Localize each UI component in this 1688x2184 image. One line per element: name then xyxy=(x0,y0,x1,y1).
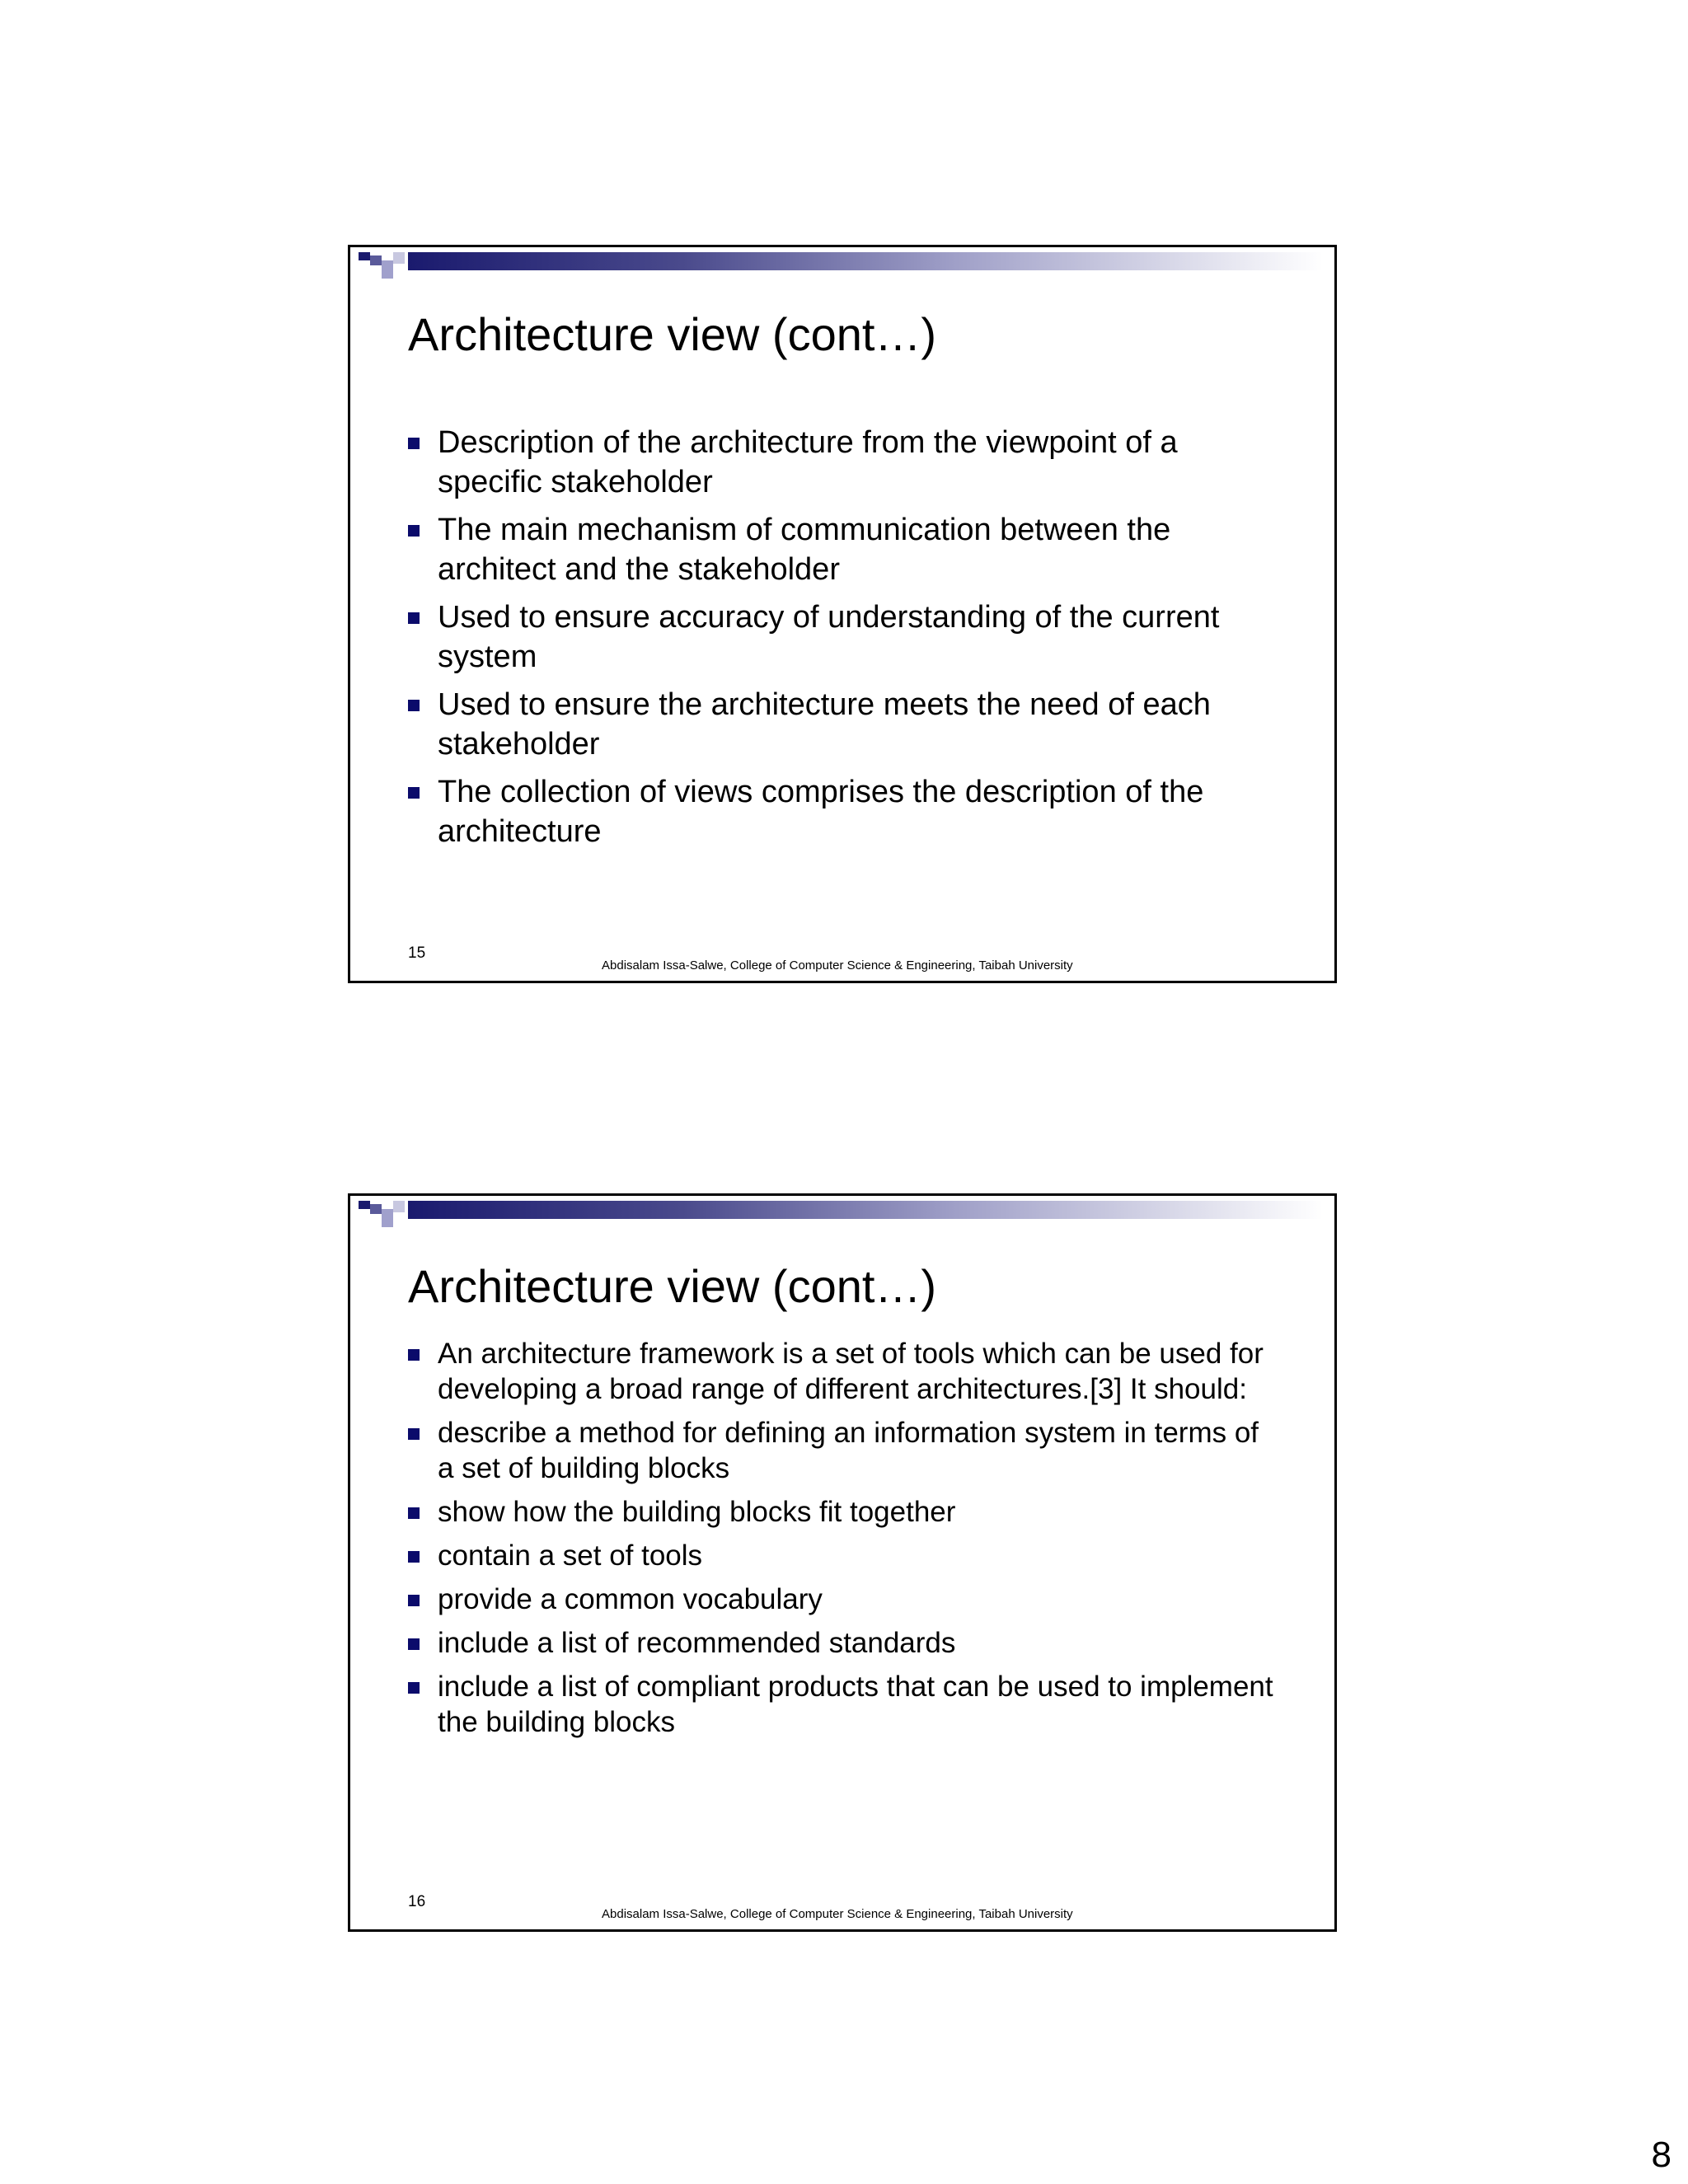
bullet-text: include a list of compliant products that can be used to implement the building blocks xyxy=(438,1671,1273,1738)
list-item xyxy=(408,1669,1277,1740)
bullet-text: An architecture framework is a set of tools which can be used for developing a broad range of different architectures.[3] It should: xyxy=(438,1338,1264,1405)
bullet-list xyxy=(408,423,1277,860)
bullet-text: provide a common vocabulary xyxy=(438,1583,823,1615)
header-decoration xyxy=(350,1196,1334,1229)
square-bullet-icon xyxy=(408,438,420,449)
bullet-text: include a list of recommended standards xyxy=(438,1627,956,1659)
bullet-text: The collection of views comprises the description of the architecture xyxy=(438,775,1204,849)
bullet-text: contain a set of tools xyxy=(438,1540,703,1572)
list-item xyxy=(408,510,1277,589)
square-bullet-icon xyxy=(408,612,420,624)
slide-footer: Abdisalam Issa-Salwe, College of Computer Science & Engineering, Taibah University xyxy=(602,958,1073,972)
square-bullet-icon xyxy=(408,700,420,711)
list-item xyxy=(408,1625,1277,1661)
list-item xyxy=(408,772,1277,851)
list-item xyxy=(408,685,1277,764)
square-bullet-icon xyxy=(408,525,420,537)
bullet-text: The main mechanism of communication between the architect and the stakeholder xyxy=(438,513,1171,587)
bullet-text: Used to ensure accuracy of understanding of the current system xyxy=(438,600,1220,674)
bullet-text: describe a method for defining an information system in terms of a set of building blocks xyxy=(438,1417,1259,1484)
list-item xyxy=(408,1582,1277,1617)
list-item xyxy=(408,598,1277,677)
square-bullet-icon xyxy=(408,1595,420,1606)
square-bullet-icon xyxy=(408,1349,420,1361)
slide-footer: Abdisalam Issa-Salwe, College of Computer Science & Engineering, Taibah University xyxy=(602,1907,1073,1921)
slide-number: 15 xyxy=(408,944,426,962)
list-item xyxy=(408,1538,1277,1573)
slide-title: Architecture view (cont…) xyxy=(408,1260,937,1312)
square-bullet-icon xyxy=(408,1507,420,1519)
square-bullet-icon xyxy=(408,1638,420,1650)
slide-16 xyxy=(348,1193,1337,1932)
bullet-text: show how the building blocks fit together xyxy=(438,1496,956,1528)
list-item xyxy=(408,1494,1277,1530)
header-decoration xyxy=(350,247,1334,280)
slide-15 xyxy=(348,245,1337,983)
slide-number: 16 xyxy=(408,1893,426,1910)
square-bullet-icon xyxy=(408,1682,420,1694)
bullet-text: Description of the architecture from the viewpoint of a specific stakeholder xyxy=(438,425,1178,499)
square-bullet-icon xyxy=(408,787,420,799)
list-item xyxy=(408,423,1277,502)
list-item xyxy=(408,1336,1277,1407)
square-bullet-icon xyxy=(408,1428,420,1440)
list-item xyxy=(408,1415,1277,1486)
bullet-text: Used to ensure the architecture meets the need of each stakeholder xyxy=(438,687,1211,762)
square-bullet-icon xyxy=(408,1551,420,1563)
page-number: 8 xyxy=(1651,2135,1672,2175)
slide-title: Architecture view (cont…) xyxy=(408,308,937,360)
bullet-list xyxy=(408,1336,1277,1748)
